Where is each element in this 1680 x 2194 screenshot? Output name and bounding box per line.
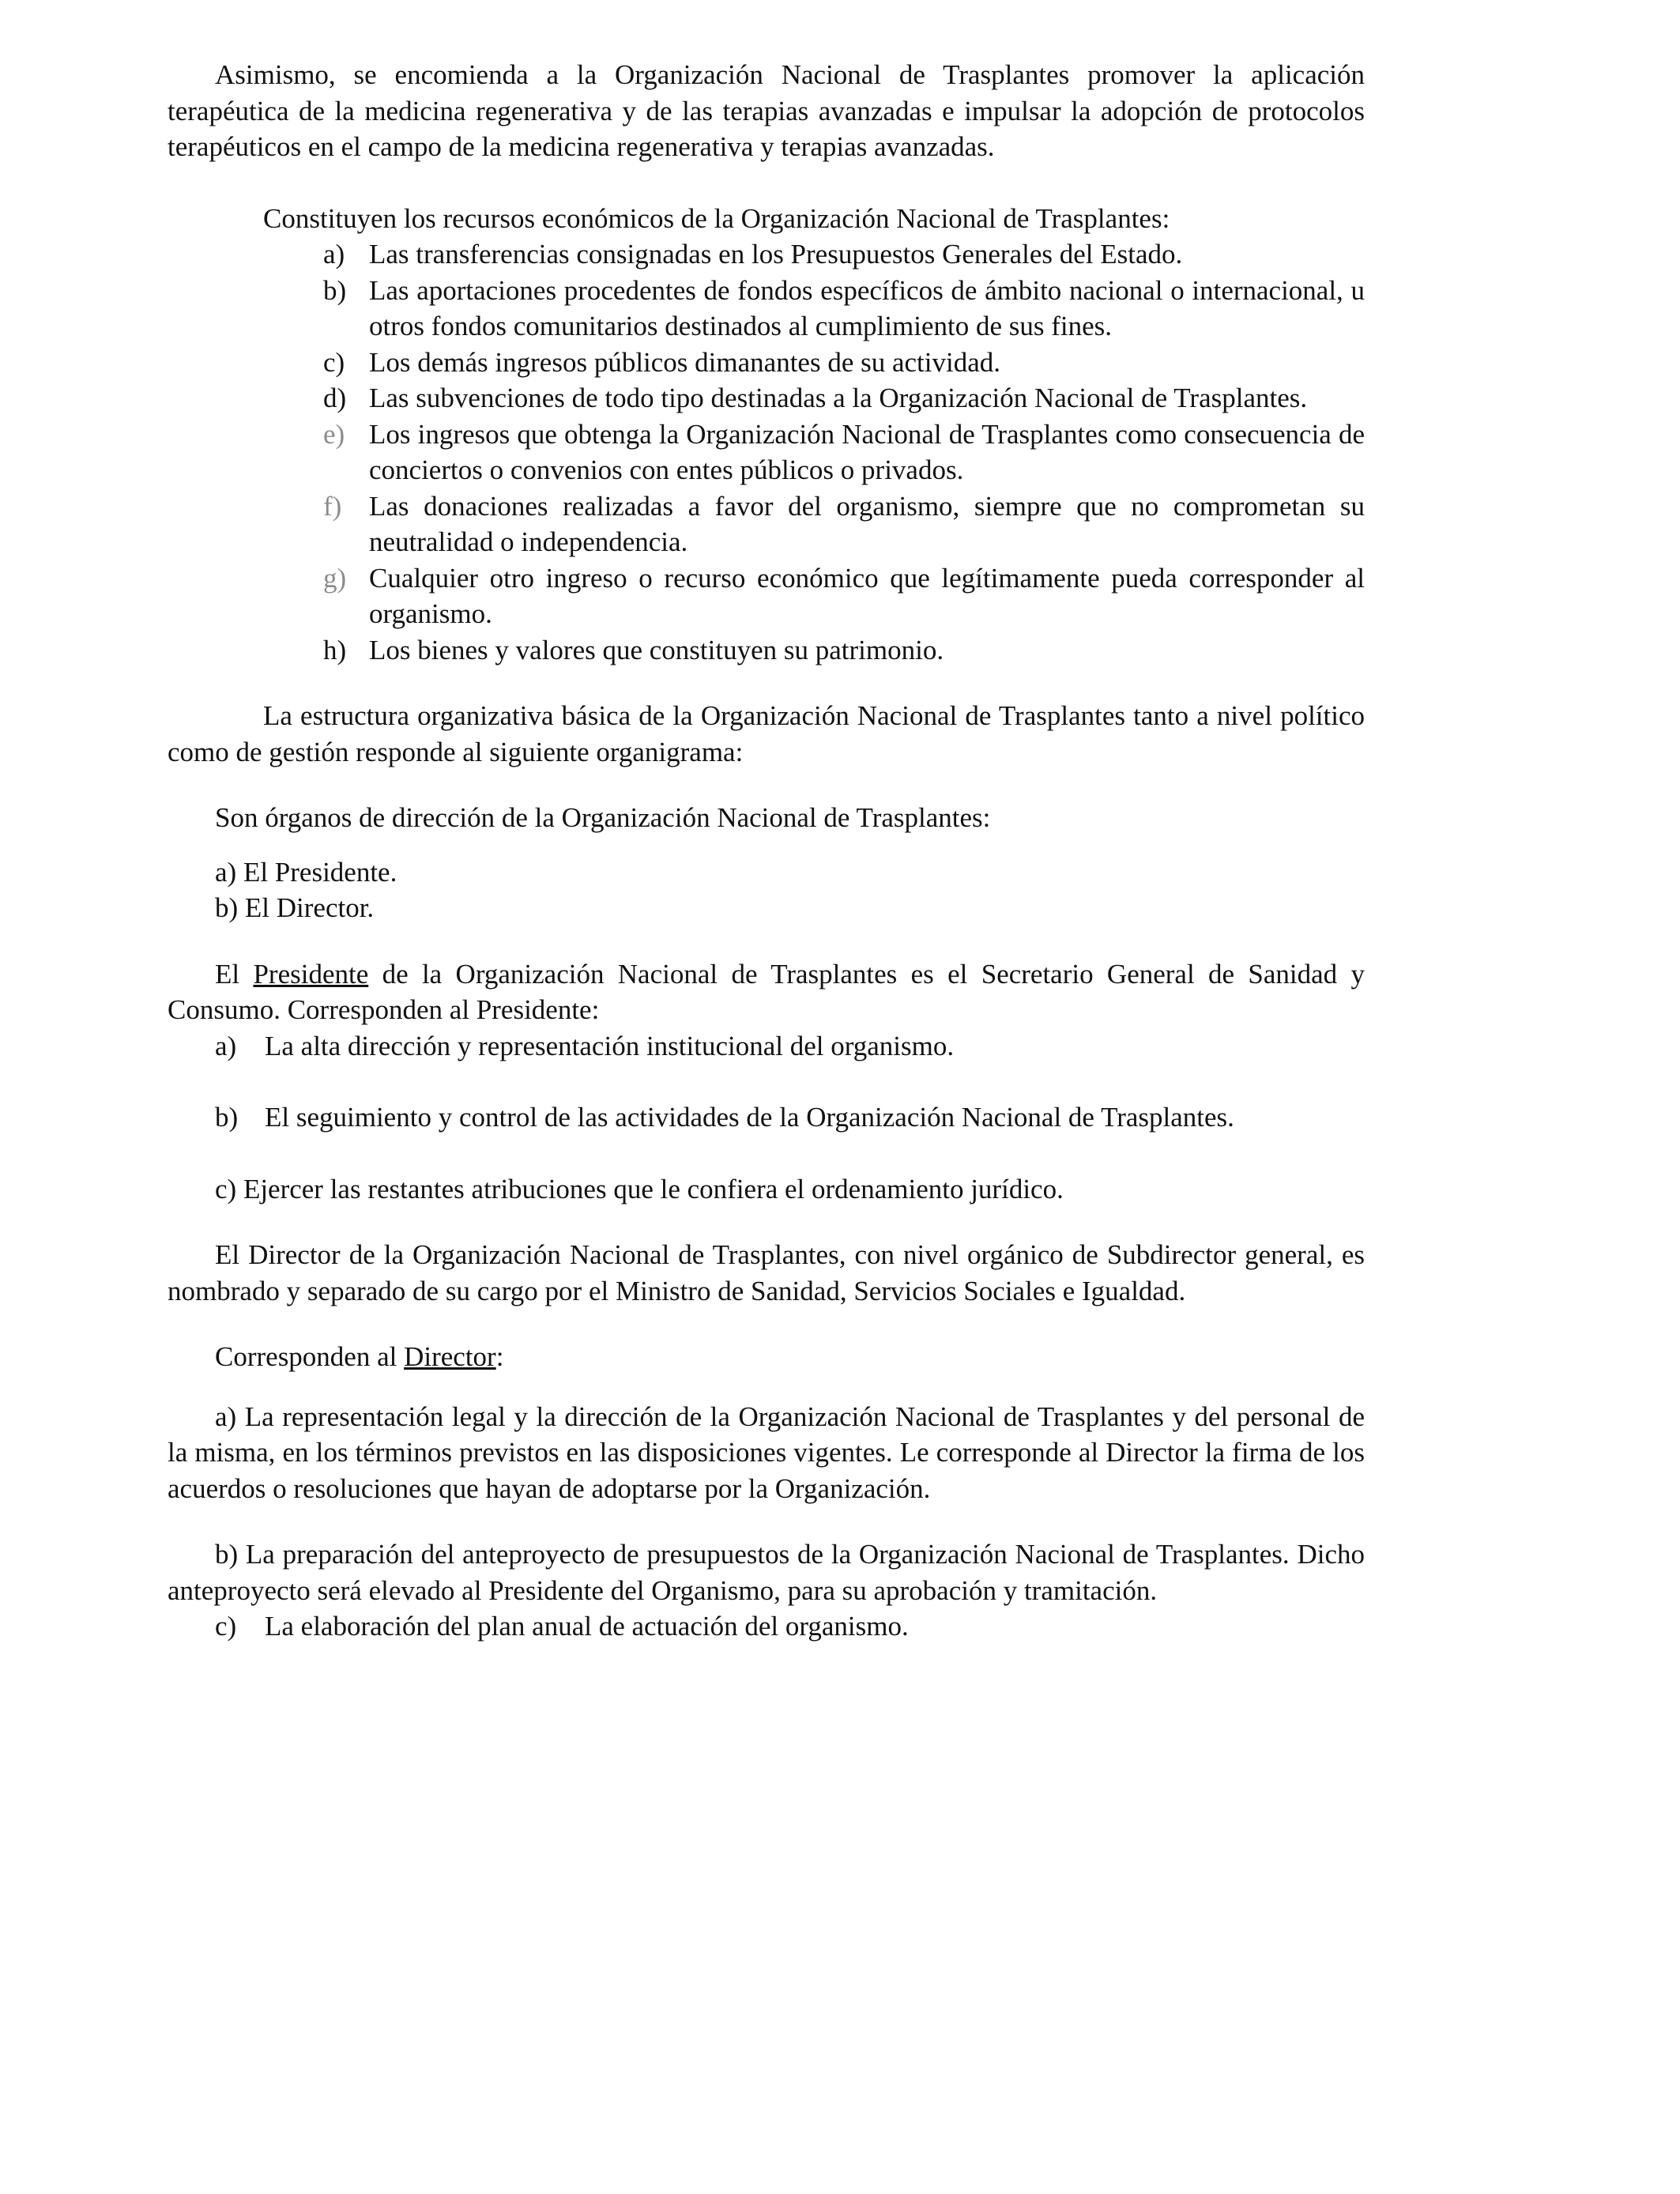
list-item <box>323 236 1365 273</box>
list-item-text: La elaboración del plan anual de actuación del organismo. <box>265 1611 909 1642</box>
list-marker: d) <box>323 383 347 413</box>
president-functions-list <box>168 1028 1365 1136</box>
list-item <box>323 560 1365 632</box>
list-item-text: Las subvenciones de todo tipo destinadas a la Organización Nacional de Trasplantes. <box>369 383 1308 413</box>
list-marker: h) <box>323 634 347 665</box>
list-item <box>323 417 1365 488</box>
paragraph-promotion: Asimismo, se encomienda a la Organización Nacional de Trasplantes promover la aplicación terapéutica de la medicina regenerativa y de las terapias avanzadas e impulsar la adopción de protocolos terapéuticos en el campo de la medicina regenerativa y terapias avanzadas. <box>168 59 1365 162</box>
organs-list <box>168 854 1365 926</box>
list-item <box>323 273 1365 345</box>
list-item-text: Las donaciones realizadas a favor del organismo, siempre que no comprometan su neutralidad o independencia. <box>369 490 1365 557</box>
paragraph-director-intro: Corresponden al Director: <box>215 1341 504 1372</box>
list-item-text: El seguimiento y control de las actividades de la Organización Nacional de Trasplantes. <box>265 1102 1234 1133</box>
list-marker: f) <box>323 490 342 522</box>
list-item-text: Las transferencias consignadas en los Presupuestos Generales del Estado. <box>369 239 1183 270</box>
paragraph-director-b: b) La preparación del anteproyecto de presupuestos de la Organización Nacional de Trasplantes. Dicho anteproyecto será elevado al Presidente del Organismo, para su aprobación y tramitación. <box>168 1539 1365 1606</box>
paragraph-president-c: c) Ejercer las restantes atribuciones que le confiera el ordenamiento jurídico. <box>215 1173 1064 1204</box>
list-item <box>168 1099 1365 1136</box>
paragraph-organs-intro: Son órganos de dirección de la Organización Nacional de Trasplantes: <box>215 802 991 833</box>
list-item-text: Cualquier otro ingreso o recurso económico que legítimamente pueda corresponder al organismo. <box>369 562 1365 629</box>
list-item <box>168 1028 1365 1065</box>
list-item-text: Los ingresos que obtenga la Organización Nacional de Trasplantes como consecuencia de conciertos o convenios con entes públicos o privados. <box>369 418 1365 485</box>
paragraph-director-appointment: El Director de la Organización Nacional de Trasplantes, con nivel orgánico de Subdirector general, es nombrado y separado de su cargo por el Ministro de Sanidad, Servicios Sociales e Igualdad. <box>168 1239 1365 1306</box>
list-marker: a) <box>215 1030 237 1061</box>
list-item <box>323 488 1365 560</box>
list-marker: g) <box>323 562 347 594</box>
list-marker: b) <box>323 274 347 306</box>
list-item-text: La alta dirección y representación institucional del organismo. <box>265 1030 955 1061</box>
underlined-term-presidente: Presidente <box>253 958 369 990</box>
resources-list <box>168 236 1365 668</box>
list-marker: e) <box>323 418 345 450</box>
underlined-term-director: Director <box>404 1341 496 1372</box>
list-item <box>168 1608 1365 1645</box>
paragraph-resources-intro: Constituyen los recursos económicos de la Organización Nacional de Trasplantes: <box>263 202 1170 234</box>
list-item-text: Los demás ingresos públicos dimanantes de su actividad. <box>369 346 1001 378</box>
paragraph-president: El Presidente de la Organización Nacional de Trasplantes es el Secretario General de Sanidad y Consumo. Corresponden al Presidente: <box>168 958 1365 1025</box>
list-marker: a) <box>323 239 345 270</box>
paragraph-structure: La estructura organizativa básica de la Organización Nacional de Trasplantes tanto a nivel político como de gestión responde al siguiente organigrama: <box>168 700 1365 767</box>
paragraph-director-a: a) La representación legal y la dirección de la Organización Nacional de Trasplantes y del personal de la misma, en los términos previstos en las disposiciones vigentes. Le corresponde al Director la firma de los acuerdos o resoluciones que hayan de adoptarse por la Organización. <box>168 1400 1365 1504</box>
list-item <box>323 345 1365 381</box>
list-marker: b) <box>215 1102 239 1133</box>
director-functions-list <box>168 1608 1365 1645</box>
list-item <box>323 380 1365 417</box>
list-item-text: Las aportaciones procedentes de fondos específicos de ámbito nacional o internacional, u otros fondos comunitarios destinados al cumplimiento de sus fines. <box>369 274 1365 341</box>
list-marker: c) <box>323 346 345 378</box>
list-item <box>323 632 1365 669</box>
list-item-text: Los bienes y valores que constituyen su patrimonio. <box>369 634 944 665</box>
document-page <box>168 57 1365 1645</box>
list-item: a) El Presidente. <box>215 856 397 888</box>
list-marker: c) <box>215 1611 237 1642</box>
list-item: b) El Director. <box>215 892 375 923</box>
